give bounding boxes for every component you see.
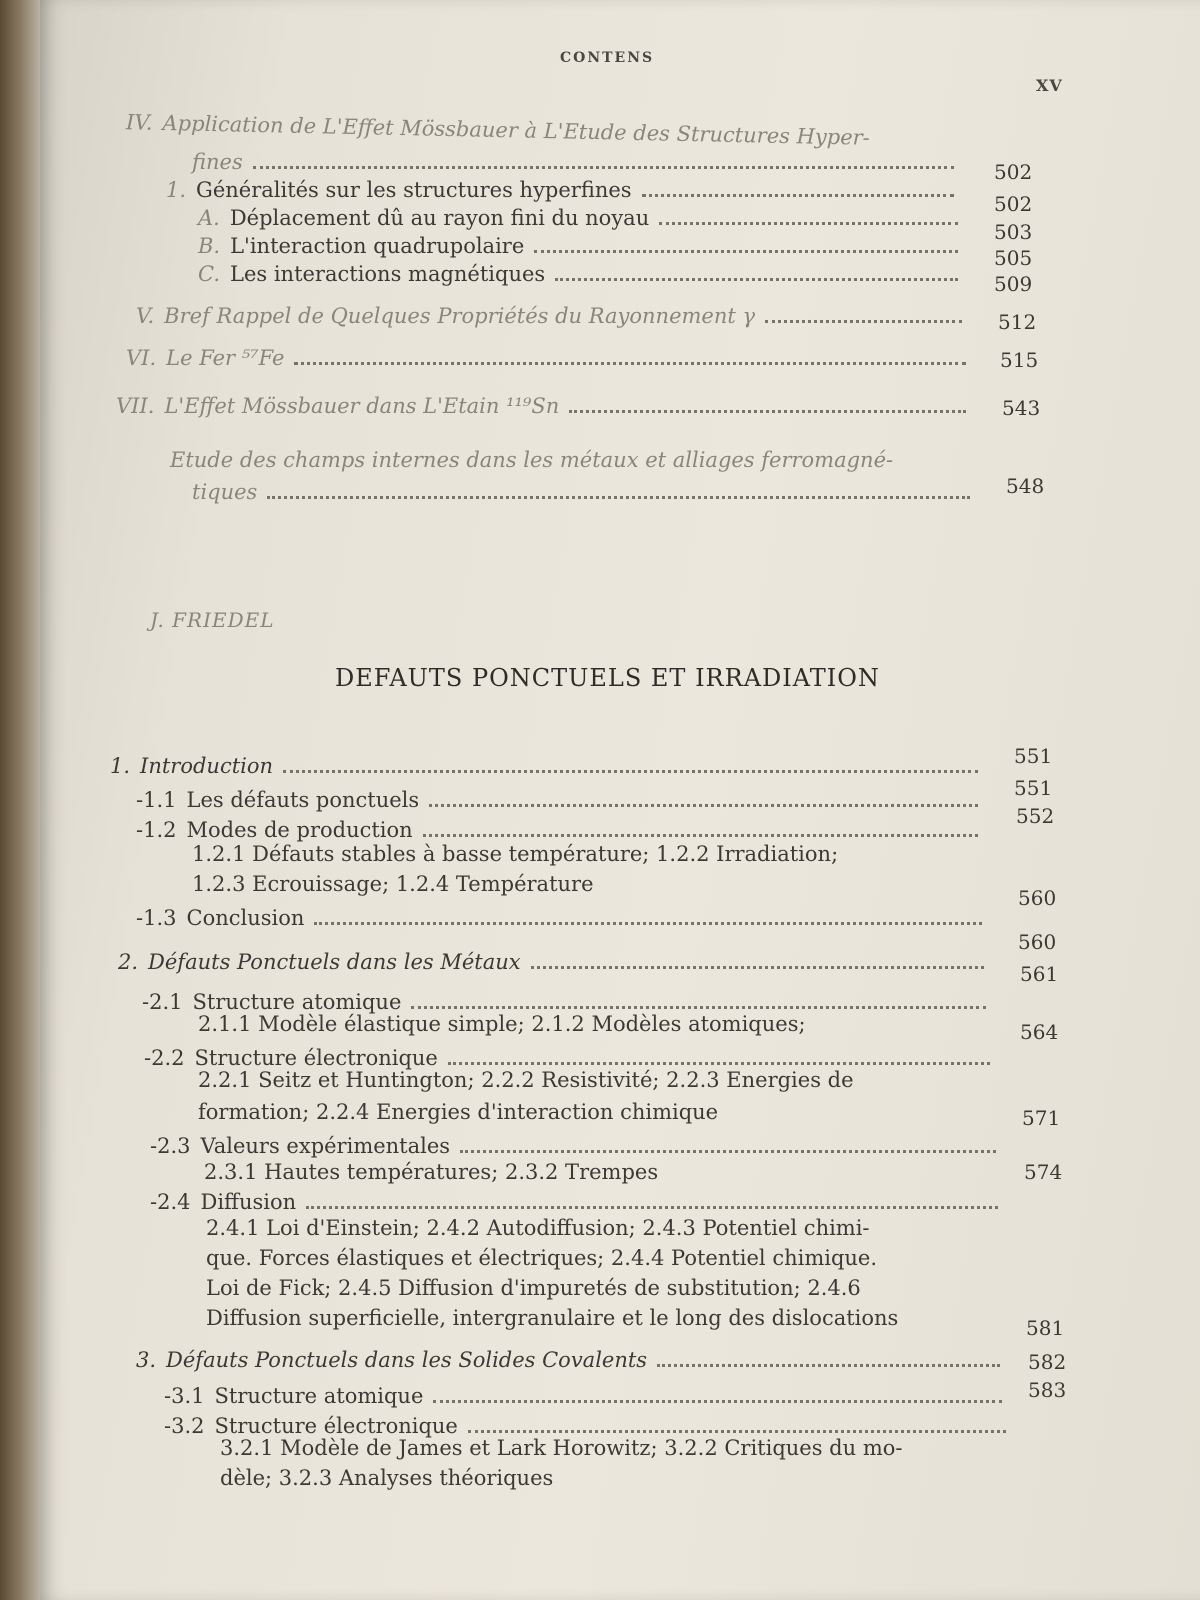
toc-subtopics: Loi de Fick; 2.4.5 Diffusion d'impuretés de substitution; 2.4.6 [206,1276,861,1300]
toc-entry: -2.2 Structure électronique [144,1046,1000,1070]
toc-entry: V. Bref Rappel de Quelques Propriétés du Rayonnement γ [136,304,972,328]
running-head: CONTENS [560,50,655,66]
toc-page: 574 [1024,1160,1063,1184]
toc-page: 512 [998,310,1037,334]
toc-entry: -2.1 Structure atomique [142,990,996,1014]
toc-subtopics: 2.4.1 Loi d'Einstein; 2.4.2 Autodiffusion; 2.4.3 Potentiel chimi- [206,1216,870,1240]
toc-subtopics: 2.2.1 Seitz et Huntington; 2.2.2 Resistivité; 2.2.3 Energies de [198,1068,854,1092]
toc-entry: -1.3 Conclusion [136,906,992,930]
toc-subtopics: 2.3.1 Hautes températures; 2.3.2 Trempes [204,1160,659,1184]
toc-entry: VI. Le Fer ⁵⁷Fe [126,346,976,370]
article-author: J. FRIEDEL [150,608,275,632]
toc-page: 571 [1022,1106,1061,1130]
toc-entry: tiques [192,480,980,504]
toc-page: 564 [1020,1020,1059,1044]
toc-entry: C. Les interactions magnétiques [198,262,968,286]
toc-page: 502 [994,192,1033,216]
leader-dots [429,804,978,807]
toc-page: 560 [1018,930,1057,954]
leader-dots [267,496,970,499]
leader-dots [460,1150,996,1153]
toc-entry: VII. L'Effet Mössbauer dans L'Etain ¹¹⁹Sn [116,394,976,418]
toc-entry: -2.4 Diffusion [150,1190,1008,1214]
toc-page: 561 [1020,962,1059,986]
toc-entry: A. Déplacement dû au rayon fini du noyau [198,206,968,230]
toc-page: 551 [1014,776,1053,800]
toc-page: 582 [1028,1350,1067,1374]
toc-entry: -3.1 Structure atomique [164,1384,1012,1408]
toc-subtopics: 1.2.3 Ecrouissage; 1.2.4 Température [192,872,594,896]
toc-entry: fines [192,150,964,174]
toc-entry: 1. Introduction [110,754,988,778]
toc-subtopics: dèle; 3.2.3 Analyses théoriques [220,1466,554,1490]
leader-dots [642,194,954,197]
toc-entry: -1.2 Modes de production [136,818,988,842]
leader-dots [531,966,984,969]
toc-entry: 2. Défauts Ponctuels dans les Métaux [118,950,994,974]
toc-subtopics: 3.2.1 Modèle de James et Lark Horowitz; 3.2.2 Critiques du mo- [220,1436,903,1460]
leader-dots [253,166,954,169]
toc-subtopics: Diffusion superficielle, intergranulaire et le long des dislocations [206,1306,899,1330]
toc-entry: 1. Généralités sur les structures hyperfines [166,178,964,202]
toc-subtopics: 1.2.1 Défauts stables à basse température; 1.2.2 Irradiation; [192,842,839,866]
toc-subtopics: que. Forces élastiques et électriques; 2.4.4 Potentiel chimique. [206,1246,878,1270]
leader-dots [433,1400,1002,1403]
leader-dots [423,834,978,837]
leader-dots [306,1206,998,1209]
toc-page: 560 [1018,886,1057,910]
page-number: XV [1036,76,1063,95]
toc-page: 583 [1028,1378,1067,1402]
toc-entry: Etude des champs internes dans les métaux et alliages ferromagné- [170,448,894,472]
toc-page: 515 [1000,348,1039,372]
article-title: DEFAUTS PONCTUELS ET IRRADIATION [335,664,880,692]
toc-page: 505 [994,246,1033,270]
leader-dots [555,278,958,281]
toc-page: 552 [1016,804,1055,828]
leader-dots [659,222,958,225]
leader-dots [448,1062,990,1065]
toc-page: 543 [1002,396,1041,420]
toc-entry: -2.3 Valeurs expérimentales [150,1134,1006,1158]
leader-dots [468,1430,1006,1433]
toc-page: 503 [994,220,1033,244]
leader-dots [657,1364,1000,1367]
leader-dots [411,1006,986,1009]
leader-dots [569,410,966,413]
toc-entry: -3.2 Structure électronique [164,1414,1016,1438]
toc-page: 509 [994,272,1033,296]
toc-page: 502 [994,160,1033,184]
toc-page: 548 [1006,474,1045,498]
toc-page: 551 [1014,744,1053,768]
toc-entry: B. L'interaction quadrupolaire [198,234,968,258]
leader-dots [314,922,982,925]
leader-dots [765,320,962,323]
toc-entry: 3. Défauts Ponctuels dans les Solides Covalents [136,1348,1010,1372]
toc-entry: -1.1 Les défauts ponctuels [136,788,988,812]
toc-entry: IV. Application de L'Effet Mössbauer à L'Etude des Structures Hyper- [125,110,871,150]
leader-dots [294,362,966,365]
table-of-contents [40,0,1200,1600]
toc-subtopics: 2.1.1 Modèle élastique simple; 2.1.2 Modèles atomiques; [198,1012,806,1036]
book-page [40,0,1200,1600]
leader-dots [534,250,958,253]
toc-subtopics: formation; 2.2.4 Energies d'interaction chimique [198,1100,719,1124]
toc-page: 581 [1026,1316,1065,1340]
leader-dots [283,770,978,773]
